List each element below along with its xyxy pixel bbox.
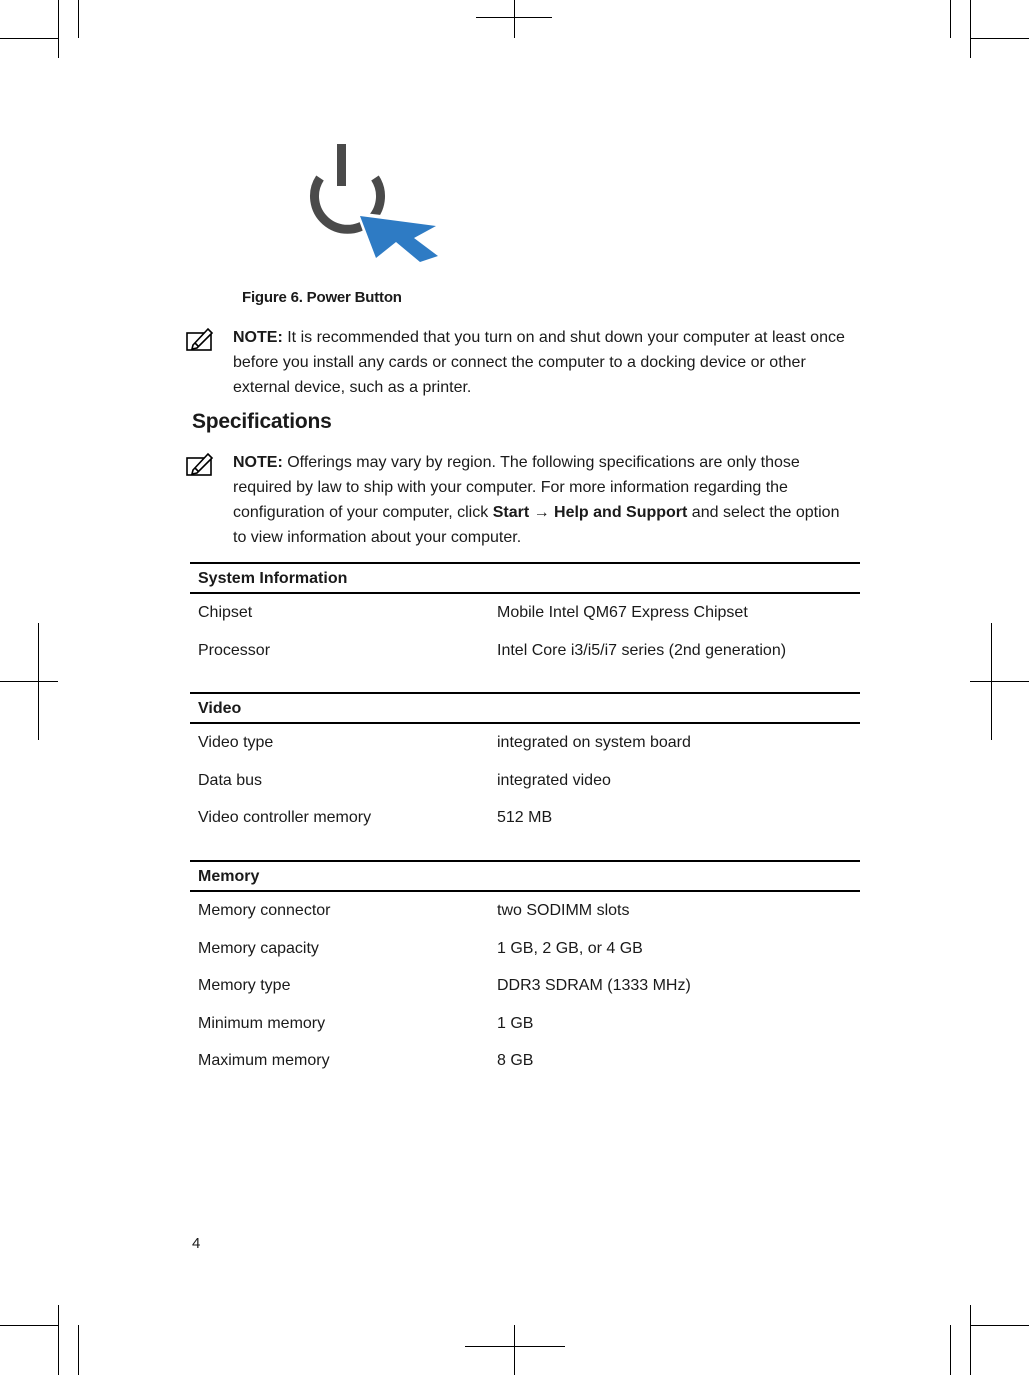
note-callout — [186, 325, 846, 400]
note-pencil-icon — [186, 450, 214, 476]
table-row — [190, 724, 860, 762]
spec-value: 1 GB, 2 GB, or 4 GB — [497, 939, 643, 957]
menu-arrow: → — [529, 504, 555, 521]
spec-value: Intel Core i3/i5/i7 series (2nd generation) — [497, 641, 787, 659]
table-header: System Information — [190, 562, 860, 594]
note-body-text: Offerings may vary by region. The following specifications are only those required by law to ship with your computer. For more information regarding the configuration of your computer, click — [233, 454, 800, 521]
spec-key: Memory type — [198, 977, 291, 994]
note-text — [233, 450, 846, 550]
note-text — [233, 325, 846, 400]
spec-value: 1 GB — [497, 1014, 534, 1032]
spec-value: 8 GB — [497, 1052, 534, 1069]
spec-key: Processor — [198, 641, 271, 659]
note-label: NOTE: — [233, 329, 283, 346]
spec-value: DDR3 SDRAM (1333 MHz) — [497, 977, 691, 994]
section-title: Specifications — [192, 410, 332, 433]
memory-table — [190, 860, 860, 1080]
table-row — [190, 967, 860, 1005]
note-body-text: and select the option to view information about your computer. — [233, 504, 840, 546]
spec-value: two SODIMM slots — [497, 902, 630, 919]
figure-caption: Figure 6. Power Button — [242, 289, 402, 306]
help-support-ref: Help and Support — [554, 504, 688, 521]
spec-value: Mobile Intel QM67 Express Chipset — [497, 604, 748, 621]
system-info-table — [190, 562, 860, 669]
note-pencil-icon — [186, 325, 214, 351]
table-row — [190, 594, 860, 632]
table-row — [190, 799, 860, 837]
table-header: Video — [190, 692, 860, 724]
cursor-arrow-icon — [356, 212, 442, 264]
table-row — [190, 632, 860, 670]
spec-key: Minimum memory — [198, 1014, 326, 1032]
spec-key: Video controller memory — [198, 809, 372, 826]
table-row — [190, 892, 860, 930]
note-label: NOTE: — [233, 454, 283, 471]
spec-value: 512 MB — [497, 809, 553, 826]
table-row — [190, 762, 860, 800]
spec-key: Data bus — [198, 771, 263, 789]
page-number: 4 — [192, 1235, 201, 1252]
table-header: Memory — [190, 860, 860, 892]
spec-key: Chipset — [198, 604, 253, 621]
table-row — [190, 1005, 860, 1043]
start-menu-ref: Start — [492, 504, 530, 521]
note-body-text: It is recommended that you turn on and shut down your computer at least once before you install any cards or connect the computer to a docking device or other external device, such as a printer. — [233, 329, 845, 396]
note-callout — [186, 450, 846, 550]
spec-key: Memory capacity — [198, 939, 319, 957]
spec-key: Video type — [198, 734, 274, 751]
spec-value: integrated video — [497, 771, 611, 789]
spec-key: Memory connector — [198, 902, 331, 919]
table-row — [190, 930, 860, 968]
power-button-figure — [298, 140, 448, 270]
spec-value: integrated on system board — [497, 734, 691, 751]
video-table — [190, 692, 860, 837]
spec-key: Maximum memory — [198, 1052, 330, 1069]
table-row — [190, 1042, 860, 1080]
